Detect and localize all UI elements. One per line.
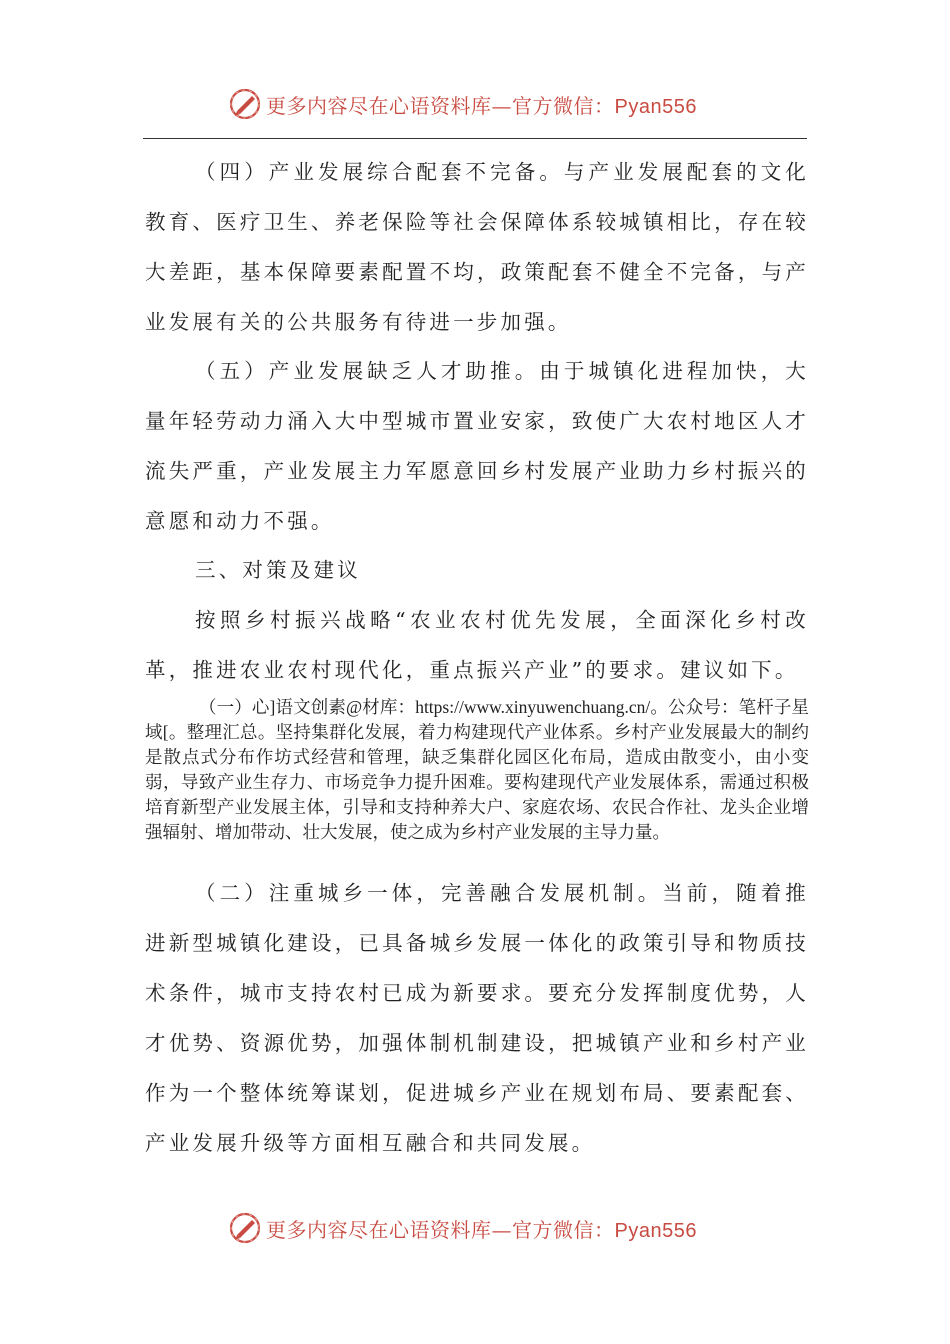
paragraph-intro: 按照乡村振兴战略“农业农村优先发展，全面深化乡村改革，推进农业农村现代化，重点振兴产业”的要求。建议如下。: [145, 608, 809, 682]
pen-logo-icon: [228, 87, 262, 121]
paragraph-advice-2: （二）注重城乡一体，完善融合发展机制。当前，随着推进新型城镇化建设，已具备城乡发展一体化的政策引导和物质技术条件，城市支持农村已成为新要求。要充分发挥制度优势，人才优势、资源优势，加强体制机制建设，把城镇产业和乡村产业作为一个整体统筹谋划，促进城乡产业在规划布局、要素配套、产业发展升级等方面相互融合和共同发展。: [145, 881, 809, 1155]
paragraph-5: （五）产业发展缺乏人才助推。由于城镇化进程加快，大量年轻劳动力涌入大中型城市置业安家，致使广大农村地区人才流失严重，产业发展主力军愿意回乡村发展产业助力乡村振兴的意愿和动力不强。: [145, 359, 809, 533]
header-handle: Pyan556: [614, 95, 697, 118]
footer-handle: Pyan556: [614, 1219, 697, 1242]
footer-banner: [228, 1208, 697, 1248]
paragraph-advice-1: （一）心]语文创素@材库：https://www.xinyuwenchuang.cn/。公众号：笔杆子星域[。整理汇总。坚持集群化发展，着力构建现代产业体系。乡村产业发展最大的制约是散点式分布作坊式经营和管理，缺乏集群化园区化布局，造成由散变小，由小变弱，导致产业生存力、市场竞争力提升困难。要构建现代产业发展体系，需通过积极培育新型产业发展主体，引导和支持种养大户、家庭农场、农民合作社、龙头企业增强辐射、增加带动、壮大发展，使之成为乡村产业发展的主导力量。: [145, 697, 809, 842]
header-divider: [143, 138, 807, 139]
footer-text: 更多内容尽在心语资料库—官方微信：Pyan556: [266, 1217, 697, 1242]
header-text: 更多内容尽在心语资料库—官方微信：Pyan556: [266, 93, 697, 118]
paragraph-4: （四）产业发展综合配套不完备。与产业发展配套的文化教育、医疗卫生、养老保险等社会保障体系较城镇相比，存在较大差距，基本保障要素配置不均，政策配套不健全不完备，与产业发展有关的公共服务有待进一步加强。: [145, 160, 809, 334]
section-heading-3: 三、对策及建议: [195, 558, 361, 582]
header-banner: [228, 84, 697, 124]
pen-logo-icon: [228, 1211, 262, 1245]
